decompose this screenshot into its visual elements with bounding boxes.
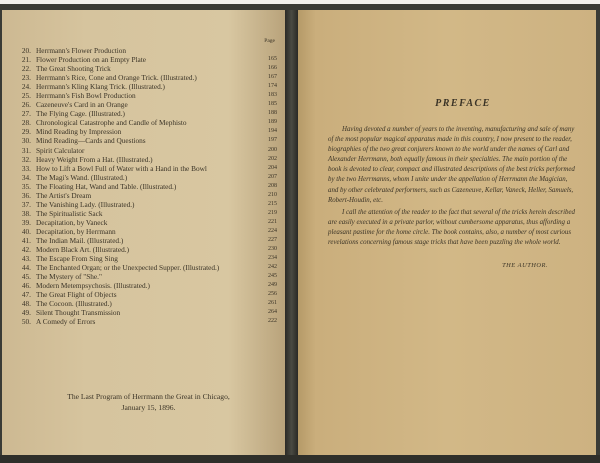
toc-entry-page: 234 [268, 255, 277, 262]
toc-entry-page: 204 [268, 164, 277, 171]
toc-entry-title: The Indian Mail. (Illustrated.) [36, 235, 124, 245]
toc-entry-page: 174 [268, 83, 277, 90]
toc-entry [16, 200, 277, 209]
toc-entry [16, 118, 277, 127]
toc-entry-number: 40. [21, 226, 31, 236]
toc-entry-number: 50. [21, 317, 31, 327]
toc-entry-page: 215 [268, 200, 277, 207]
open-book [0, 4, 600, 463]
toc-entry-title: The Mystery of "She." [36, 272, 102, 282]
toc-entry-title: Mind Reading by Impression [36, 127, 122, 137]
toc-entry-number: 44. [21, 263, 31, 273]
toc-entry-number: 33. [21, 163, 31, 173]
toc-entry-number: 20. [21, 46, 31, 55]
program-note [32, 391, 265, 413]
left-page-contents [2, 10, 285, 455]
toc-entry-page: 249 [268, 282, 277, 289]
toc-entry-title: A Comedy of Errors [36, 317, 96, 327]
toc-entry-title: Decapitation, by Herrmann [36, 226, 116, 236]
toc-entry [16, 254, 277, 263]
toc-entry-page: 221 [268, 218, 277, 225]
toc-entry-title: Modern Black Art. (Illustrated.) [36, 245, 130, 255]
toc-entry-page: 207 [268, 173, 277, 180]
toc-entry [16, 91, 277, 100]
toc-entry-number: 34. [21, 172, 31, 182]
toc-entry-number: 21. [21, 55, 31, 65]
toc-entry [16, 245, 277, 254]
toc-entry-title: Silent Thought Transmission [36, 308, 121, 318]
toc-entry-page: 227 [268, 236, 277, 243]
toc-entry-page: 210 [268, 191, 277, 198]
toc-entry-title: Decapitation, by Vaneck [36, 217, 108, 227]
page-column-label: Page [264, 38, 275, 44]
toc-entry [16, 290, 277, 299]
toc-entry-title: Heavy Weight From a Hat. (Illustrated.) [36, 154, 153, 164]
toc-entry-number: 36. [21, 190, 31, 200]
toc-entry-title: Herrmann's Rice, Cone and Orange Trick. (Illustrated.) [36, 73, 197, 83]
toc-entry-number: 22. [21, 64, 31, 74]
toc-entry-number: 26. [21, 100, 31, 110]
toc-entry-page: 165 [268, 56, 277, 63]
toc-entry-page: 256 [268, 291, 277, 298]
toc-entry-title: Flower Production on an Empty Plate [36, 55, 147, 65]
toc-entry-number: 42. [21, 245, 31, 255]
toc-entry-page: 200 [268, 146, 277, 153]
toc-entry-number: 30. [21, 136, 31, 146]
toc-entry-title: The Artist's Dream [36, 190, 92, 200]
toc-entry [16, 272, 277, 281]
toc-entry-page: 194 [268, 128, 277, 135]
toc-entry-title: How to Lift a Bowl Full of Water with a Hand in the Bowl [36, 163, 207, 173]
toc-entry [16, 155, 277, 164]
toc-entry-number: 29. [21, 127, 31, 137]
toc-entry-number: 24. [21, 82, 31, 92]
toc-entry [16, 299, 277, 308]
toc-entry-title: Spirit Calculator [36, 145, 85, 155]
book-bottom-edge [0, 455, 600, 463]
toc-entry [16, 164, 277, 173]
toc-entry-number: 27. [21, 109, 31, 119]
right-page-preface [298, 10, 596, 455]
table-of-contents [16, 46, 277, 326]
toc-entry-title: The Floating Hat, Wand and Table. (Illustrated.) [36, 181, 177, 191]
toc-entry [16, 55, 277, 64]
toc-entry-number: 23. [21, 73, 31, 83]
program-note-line-1: The Last Program of Herrmann the Great in Chicago, [67, 392, 230, 401]
toc-entry-title: Herrmann's Flower Production [36, 46, 127, 55]
toc-entry-page: 189 [268, 119, 277, 126]
toc-entry-page: 264 [268, 309, 277, 316]
toc-entry [16, 209, 277, 218]
toc-entry-title: Chronological Catastrophe and Candle of Mephisto [36, 118, 187, 128]
toc-entry-title: Modern Metempsychosis. (Illustrated.) [36, 281, 150, 291]
toc-entry [16, 173, 277, 182]
toc-entry-page: 166 [268, 65, 277, 72]
toc-entry-number: 43. [21, 254, 31, 264]
toc-entry-title: Cazeneuve's Card in an Orange [36, 100, 128, 110]
toc-entry [16, 82, 277, 91]
toc-entry [16, 136, 277, 145]
toc-entry [16, 218, 277, 227]
toc-entry-title: The Escape From Sing Sing [36, 254, 118, 264]
toc-entry [16, 281, 277, 290]
preface-title: PREFACE [435, 98, 491, 109]
toc-entry-number: 41. [21, 235, 31, 245]
toc-entry-title: Herrmann's Kling Klang Trick. (Illustrated.) [36, 82, 165, 92]
toc-entry [16, 46, 277, 55]
program-note-line-2: January 15, 1896. [121, 403, 176, 412]
toc-entry-number: 45. [21, 272, 31, 282]
toc-entry-number: 31. [21, 145, 31, 155]
toc-entry-number: 28. [21, 118, 31, 128]
toc-entry-title: The Magi's Wand. (Illustrated.) [36, 172, 128, 182]
toc-entry [16, 182, 277, 191]
toc-entry-page: 224 [268, 227, 277, 234]
toc-entry-title: The Great Shooting Trick [36, 64, 111, 74]
toc-entry [16, 263, 277, 272]
toc-entry-number: 35. [21, 181, 31, 191]
toc-entry-page: 188 [268, 110, 277, 117]
toc-entry-number: 25. [21, 91, 31, 101]
toc-entry-page: 197 [268, 137, 277, 144]
toc-entry-number: 49. [21, 308, 31, 318]
toc-entry-page: 242 [268, 264, 277, 271]
toc-entry-page: 222 [268, 318, 277, 325]
toc-entry-page: 167 [268, 74, 277, 81]
toc-entry-page: 261 [268, 300, 277, 307]
toc-entry-title: The Great Flight of Objects [36, 290, 117, 300]
toc-entry [16, 317, 277, 326]
toc-entry-number: 32. [21, 154, 31, 164]
preface-paragraph-1: Having devoted a number of years to the inventing, manufacturing and sale of many of the most popular magical apparatus made in this country, I now present to the reader, biographies of the two great conjurers known to the world under the names of Carl and Alexander Herrmann, both equally famous in their specialties. The main portion of the book is devoted to clear, compact and illustrated descriptions of the best tricks performed by the two Herrmanns, whom I unite under the appellation of Herrmann the Magician, and by other celebrated performers, such as Cazeneuve, Kellar, Vaneck, Heller, Samuels, Robert-Houdin, etc. [328, 126, 575, 204]
toc-entry-number: 46. [21, 281, 31, 291]
toc-entry-title: Herrmann's Fish Bowl Production [36, 91, 136, 101]
toc-entry-number: 47. [21, 290, 31, 300]
toc-entry-number: 38. [21, 208, 31, 218]
toc-entry-page: 185 [268, 101, 277, 108]
preface-paragraph-2: I call the attention of the reader to the fact that several of the tricks herein described are easily executed in a private parlor, without cumbersome apparatus, thus affording a pleasant pastime for the home circle. The book contains, also, a number of most curious revelations concerning famous stage tricks that have been puzzling the whole world. [328, 208, 575, 247]
toc-entry [16, 73, 277, 82]
toc-entry [16, 100, 277, 109]
toc-entry-number: 48. [21, 299, 31, 309]
toc-entry-page: 202 [268, 155, 277, 162]
toc-entry-page: 183 [268, 92, 277, 99]
toc-entry [16, 109, 277, 118]
toc-entry [16, 64, 277, 73]
toc-entry [16, 236, 277, 245]
toc-entry-page: 219 [268, 209, 277, 216]
toc-entry-number: 39. [21, 217, 31, 227]
toc-entry-title: Mind Reading—Cards and Questions [36, 136, 146, 146]
toc-entry-title: The Cocoon. (Illustrated.) [36, 299, 112, 309]
toc-entry-title: The Flying Cage. (Illustrated.) [36, 109, 125, 119]
toc-entry-title: The Vanishing Lady. (Illustrated.) [36, 199, 135, 209]
toc-entry [16, 308, 277, 317]
toc-entry [16, 127, 277, 136]
toc-entry-page: 208 [268, 182, 277, 189]
toc-entry-number: 37. [21, 199, 31, 209]
book-spine [285, 10, 298, 455]
preface-signature: THE AUTHOR. [502, 262, 548, 270]
toc-entry [16, 146, 277, 155]
toc-entry [16, 227, 277, 236]
toc-entry [16, 191, 277, 200]
toc-entry-page: 230 [268, 246, 277, 253]
toc-entry-page: 245 [268, 273, 277, 280]
toc-entry-title: The Enchanted Organ; or the Unexpected Supper. (Illustrated.) [36, 263, 220, 273]
toc-entry-title: The Spiritualistic Sack [36, 208, 103, 218]
